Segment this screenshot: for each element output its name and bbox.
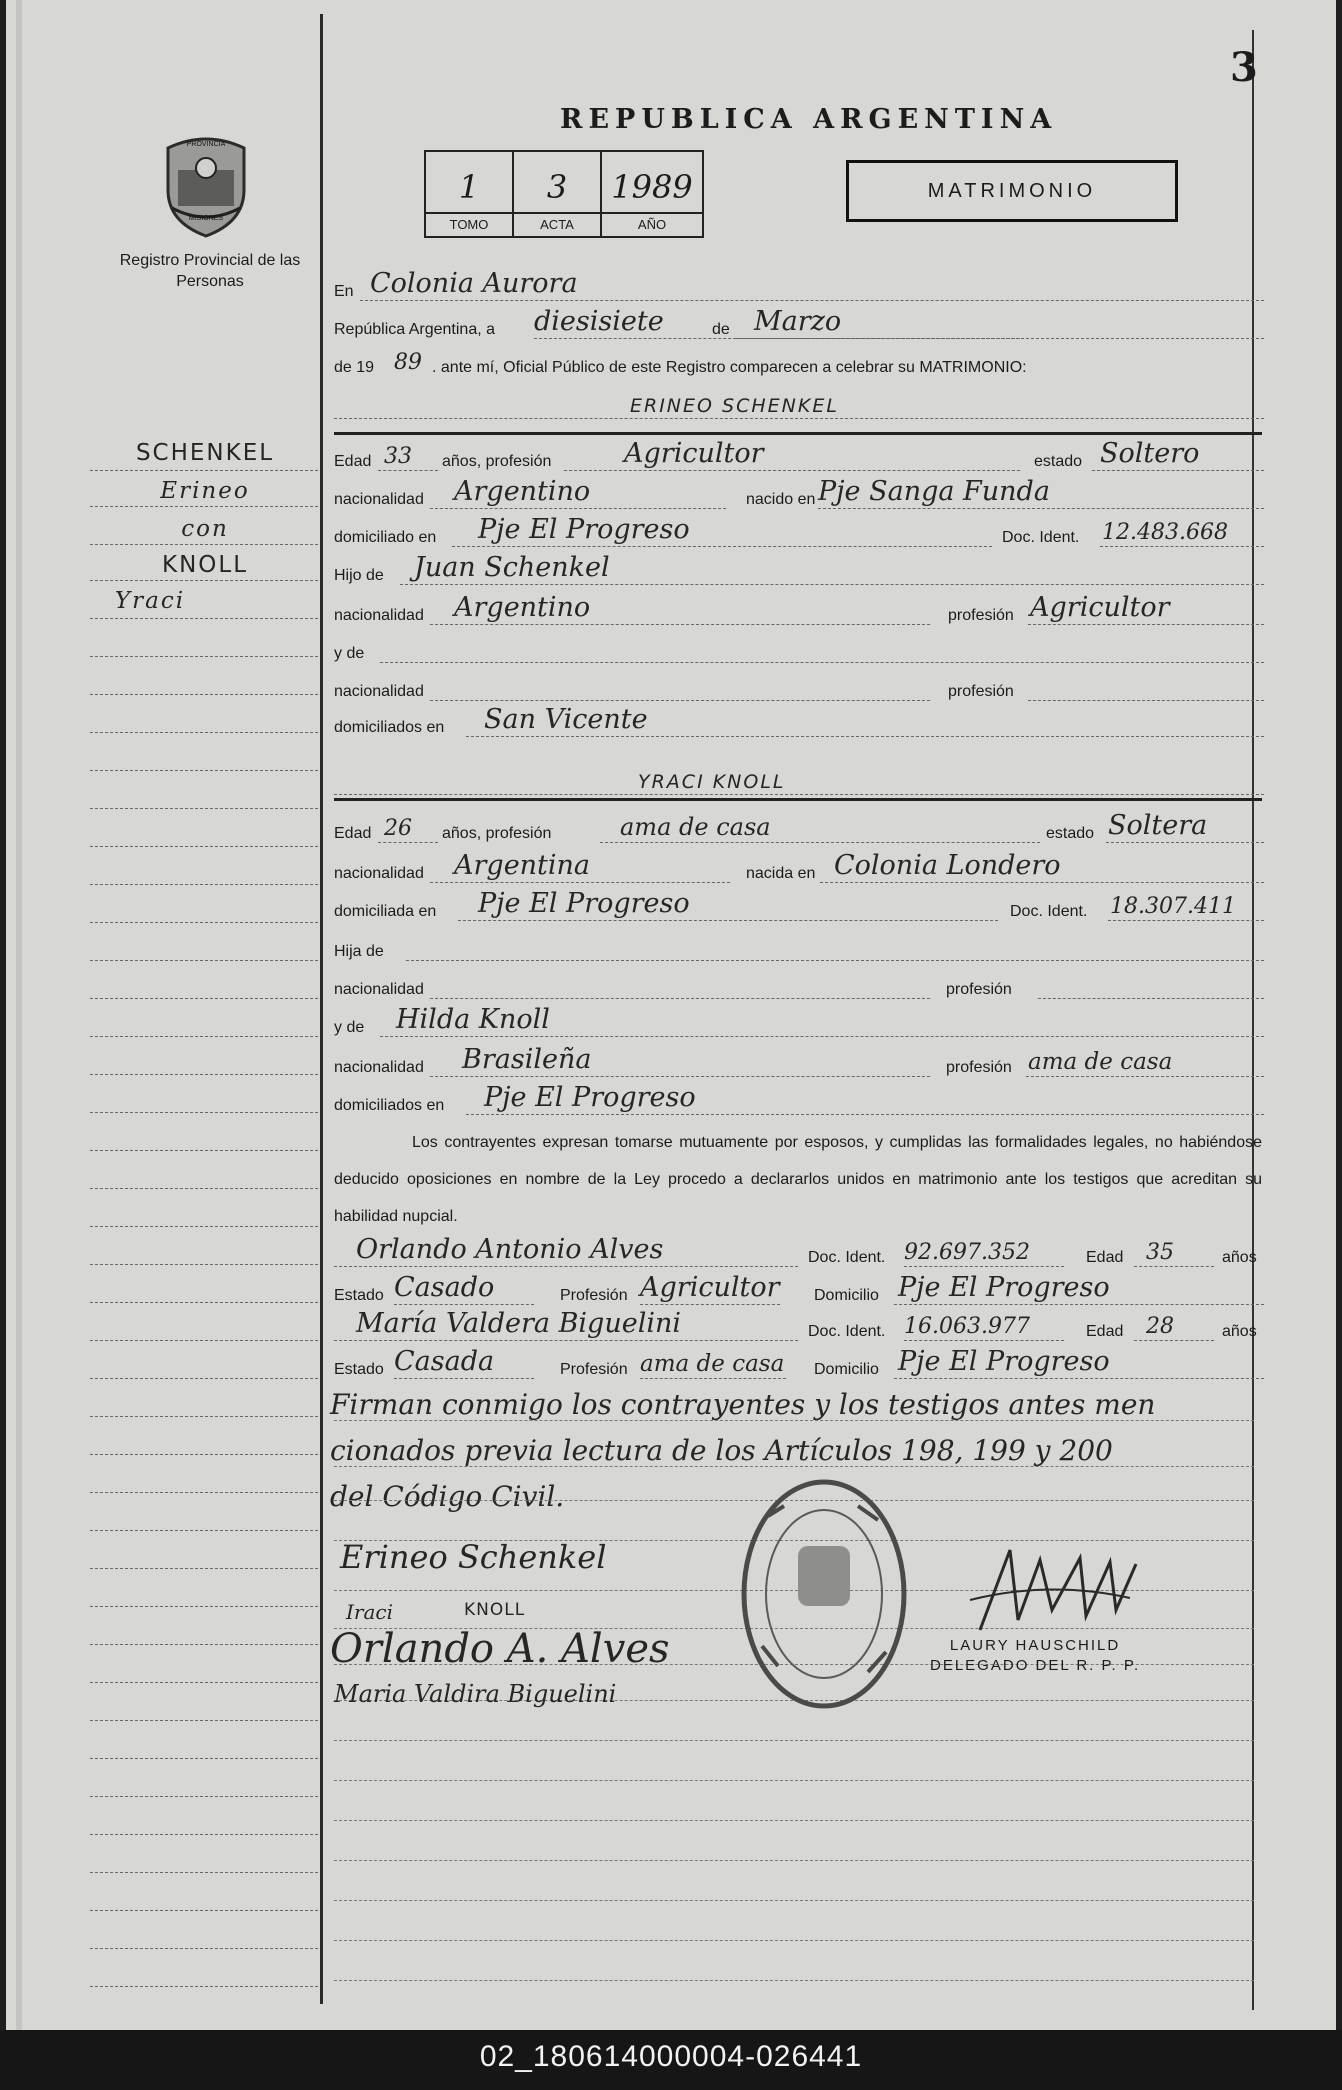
lbl-domiciliada: domiciliada en xyxy=(334,903,437,920)
closing-line-2: cionados previa lectura de los Artículos 198, 199 y 200 xyxy=(330,1434,1113,1467)
crest-top-text: PROVINCIA xyxy=(186,141,226,148)
lbl-profesion: Profesión xyxy=(560,1287,628,1304)
lbl-nacionalidad: nacionalidad xyxy=(334,607,424,624)
signature-witness1: Orlando A. Alves xyxy=(330,1626,670,1672)
groom-father-nationality: Argentino xyxy=(454,592,591,623)
groom-nationality: Argentino xyxy=(454,476,591,507)
lbl-anos-profesion: años, profesión xyxy=(442,825,552,842)
bride-domicile-row xyxy=(334,886,1264,924)
lbl-profesion: profesión xyxy=(946,981,1012,998)
bride-nationality: Argentina xyxy=(454,850,591,881)
bride-name: YRACI KNOLL xyxy=(638,771,786,793)
scan-filename: 02_180614000004-026441 xyxy=(479,2040,863,2073)
lbl-domiciliados: domiciliados en xyxy=(334,719,445,736)
lbl-profesion: profesión xyxy=(948,683,1014,700)
lbl-nacionalidad: nacionalidad xyxy=(334,865,424,882)
witness2-row xyxy=(334,1306,1264,1344)
groom-civil-status: Soltero xyxy=(1100,438,1200,469)
lbl-doc-ident: Doc. Ident. xyxy=(808,1249,886,1266)
witness2-name: María Valdera Biguelini xyxy=(356,1308,681,1339)
lbl-doc-ident: Doc. Ident. xyxy=(808,1323,886,1340)
intro-place-row xyxy=(334,266,1264,304)
witness1-row xyxy=(334,1232,1264,1270)
lbl-doc-ident: Doc. Ident. xyxy=(1010,903,1088,920)
margin-note-line-5: Yraci xyxy=(114,588,186,614)
groom-nationality-row xyxy=(334,474,1264,512)
lbl-profesion: profesión xyxy=(948,607,1014,624)
margin-note-line-3: con xyxy=(181,516,229,542)
anio-box xyxy=(600,150,704,238)
bride-father-row xyxy=(334,926,1264,964)
signature-bride-last: KNOLL xyxy=(464,1600,526,1620)
groom-mother-row xyxy=(334,628,1264,666)
official-seal-icon xyxy=(738,1476,910,1712)
bride-father-nat-row xyxy=(334,964,1264,1002)
year-suffix: 89 xyxy=(394,350,422,375)
crest-bottom-text: MISIONES xyxy=(188,215,224,222)
groom-domicile: Pje El Progreso xyxy=(478,514,690,545)
witness1-details-row xyxy=(334,1270,1264,1308)
groom-doc: 12.483.668 xyxy=(1102,520,1228,545)
delegate-name: LAURY HAUSCHILD xyxy=(949,1637,1121,1654)
delegate-title: DELEGADO DEL R. P. P. xyxy=(930,1657,1141,1674)
lbl-nacionalidad: nacionalidad xyxy=(334,1059,424,1076)
lbl-estado: Estado xyxy=(334,1287,384,1304)
lbl-profesion: Profesión xyxy=(560,1361,628,1378)
witness1-age: 35 xyxy=(1146,1240,1174,1265)
bride-mother-nationality: Brasileña xyxy=(462,1044,592,1075)
lbl-domicilio: Domicilio xyxy=(814,1361,879,1378)
bride-name-row xyxy=(334,760,1264,798)
place: Colonia Aurora xyxy=(370,268,578,299)
groom-father-profession: Agricultor xyxy=(1030,592,1170,623)
groom-father: Juan Schenkel xyxy=(414,552,610,583)
witness2-age: 28 xyxy=(1146,1314,1174,1339)
lbl-anos: años xyxy=(1222,1249,1257,1266)
anio-value: 1989 xyxy=(611,168,693,206)
witness2-profession: ama de casa xyxy=(640,1351,785,1377)
lbl-doc-ident: Doc. Ident. xyxy=(1002,529,1080,546)
acta-value: 3 xyxy=(546,168,568,206)
lbl-anos-profesion: años, profesión xyxy=(442,453,552,470)
lbl-nacionalidad: nacionalidad xyxy=(334,683,424,700)
witness2-status: Casada xyxy=(394,1346,495,1377)
witness2-details-row xyxy=(334,1344,1264,1382)
lbl-estado: Estado xyxy=(334,1361,384,1378)
groom-name-row xyxy=(334,384,1264,422)
lbl-edad: Edad xyxy=(334,825,372,842)
bride-parents-domicile: Pje El Progreso xyxy=(484,1082,696,1113)
act-type-box: MATRIMONIO xyxy=(846,160,1178,222)
witness1-profession: Agricultor xyxy=(640,1272,780,1303)
lbl-nacionalidad: nacionalidad xyxy=(334,491,424,508)
witness1-name: Orlando Antonio Alves xyxy=(356,1234,664,1265)
groom-domicile-row xyxy=(334,512,1264,550)
month: Marzo xyxy=(754,306,842,337)
lbl-nacido: nacido en xyxy=(746,491,816,508)
groom-age: 33 xyxy=(384,444,412,469)
closing-line-1: Firman conmigo los contrayentes y los testigos antes men xyxy=(330,1388,1156,1421)
delegate-signature-icon xyxy=(960,1540,1140,1640)
signature-witness2: Maria Valdira Biguelini xyxy=(334,1680,617,1708)
bride-mother-profession: ama de casa xyxy=(1028,1049,1173,1075)
declaration-paragraph: Los contrayentes expresan tomarse mutuamente por esposos, y cumplidas las formalidades legales, no habiéndose deducido oposiciones en nombre de la Ley procedo a declararlos unidos en matrimonio ante los testigos que acreditan su habilidad nupcial. xyxy=(334,1134,1262,1225)
intro-year-row xyxy=(334,342,1264,380)
lbl-edad: Edad xyxy=(1086,1323,1124,1340)
bride-age: 26 xyxy=(384,816,412,841)
groom-father-nat-row xyxy=(334,590,1264,628)
lbl-nacida: nacida en xyxy=(746,865,816,882)
bride-parents-domicile-row xyxy=(334,1080,1264,1118)
lbl-y-de: y de xyxy=(334,1019,365,1036)
groom-age-row xyxy=(334,436,1264,474)
groom-birthplace: Pje Sanga Funda xyxy=(818,476,1050,507)
bride-divider xyxy=(334,798,1262,801)
margin-note-line-2: Erineo xyxy=(160,478,250,504)
document-title: REPUBLICA ARGENTINA xyxy=(560,104,1058,135)
lbl-domiciliado: domiciliado en xyxy=(334,529,437,546)
lbl-hijo-de: Hijo de xyxy=(334,567,384,584)
province-crest-icon xyxy=(158,130,254,238)
acta-box xyxy=(512,150,602,238)
lbl-de: de xyxy=(712,321,730,338)
groom-profession: Agricultor xyxy=(624,438,764,469)
bride-domicile: Pje El Progreso xyxy=(478,888,690,919)
bride-mother-nat-row xyxy=(334,1042,1264,1080)
witness2-domicile: Pje El Progreso xyxy=(898,1346,1110,1377)
bride-birthplace: Colonia Londero xyxy=(834,850,1061,881)
page-number: 3 xyxy=(1230,44,1258,91)
lbl-republica: República Argentina, a xyxy=(334,321,495,338)
intro-date-row xyxy=(334,304,1264,342)
witness1-domicile: Pje El Progreso xyxy=(898,1272,1110,1303)
signature-bride-first: Iraci xyxy=(346,1600,393,1624)
witness1-status: Casado xyxy=(394,1272,495,1303)
lbl-edad: Edad xyxy=(334,453,372,470)
tomo-box xyxy=(424,150,514,238)
bride-civil-status: Soltera xyxy=(1108,810,1208,841)
lbl-anos: años xyxy=(1222,1323,1257,1340)
day: diesisiete xyxy=(534,306,664,337)
lbl-edad: Edad xyxy=(1086,1249,1124,1266)
margin-note-line-1: SCHENKEL xyxy=(135,440,275,466)
groom-parents-domicile-row xyxy=(334,702,1264,740)
bride-doc: 18.307.411 xyxy=(1110,894,1236,919)
groom-mother-nat-row xyxy=(334,666,1264,704)
witness1-doc: 92.697.352 xyxy=(904,1240,1030,1265)
bride-mother: Hilda Knoll xyxy=(396,1004,550,1035)
groom-father-row xyxy=(334,550,1264,588)
bride-age-row xyxy=(334,808,1264,846)
binding-gutter xyxy=(16,0,22,2030)
lbl-hija-de: Hija de xyxy=(334,943,384,960)
groom-parents-domicile: San Vicente xyxy=(484,704,648,735)
closing-line-3: del Código Civil. xyxy=(330,1480,565,1513)
lbl-profesion: profesión xyxy=(946,1059,1012,1076)
signature-groom: Erineo Schenkel xyxy=(340,1538,607,1576)
lbl-estado: estado xyxy=(1046,825,1095,842)
registry-label: Registro Provincial de las Personas xyxy=(119,252,301,290)
lbl-year-prefix: de 19 xyxy=(334,359,375,376)
groom-name: ERINEO SCHENKEL xyxy=(630,395,839,417)
lbl-y-de: y de xyxy=(334,645,365,662)
witness2-doc: 16.063.977 xyxy=(904,1314,1030,1339)
tomo-value: 1 xyxy=(458,168,480,206)
lbl-en: En xyxy=(334,283,354,300)
delegate-block xyxy=(930,1636,1140,1676)
margin-rule xyxy=(320,14,323,2004)
lbl-nacionalidad: nacionalidad xyxy=(334,981,424,998)
tomo-label: TOMO xyxy=(426,212,512,236)
bride-profession: ama de casa xyxy=(620,813,771,841)
lbl-estado: estado xyxy=(1034,453,1083,470)
groom-divider xyxy=(334,432,1262,435)
lbl-domicilio: Domicilio xyxy=(814,1287,879,1304)
bride-mother-row xyxy=(334,1002,1264,1040)
anio-label: AÑO xyxy=(602,212,702,236)
acta-label: ACTA xyxy=(514,212,600,236)
lbl-domiciliados: domiciliados en xyxy=(334,1097,445,1114)
lbl-intro-rest: . ante mí, Oficial Público de este Registro comparecen a celebrar su MATRIMONIO: xyxy=(432,359,1027,376)
margin-note-line-4: KNOLL xyxy=(161,552,249,578)
bride-nationality-row xyxy=(334,848,1264,886)
